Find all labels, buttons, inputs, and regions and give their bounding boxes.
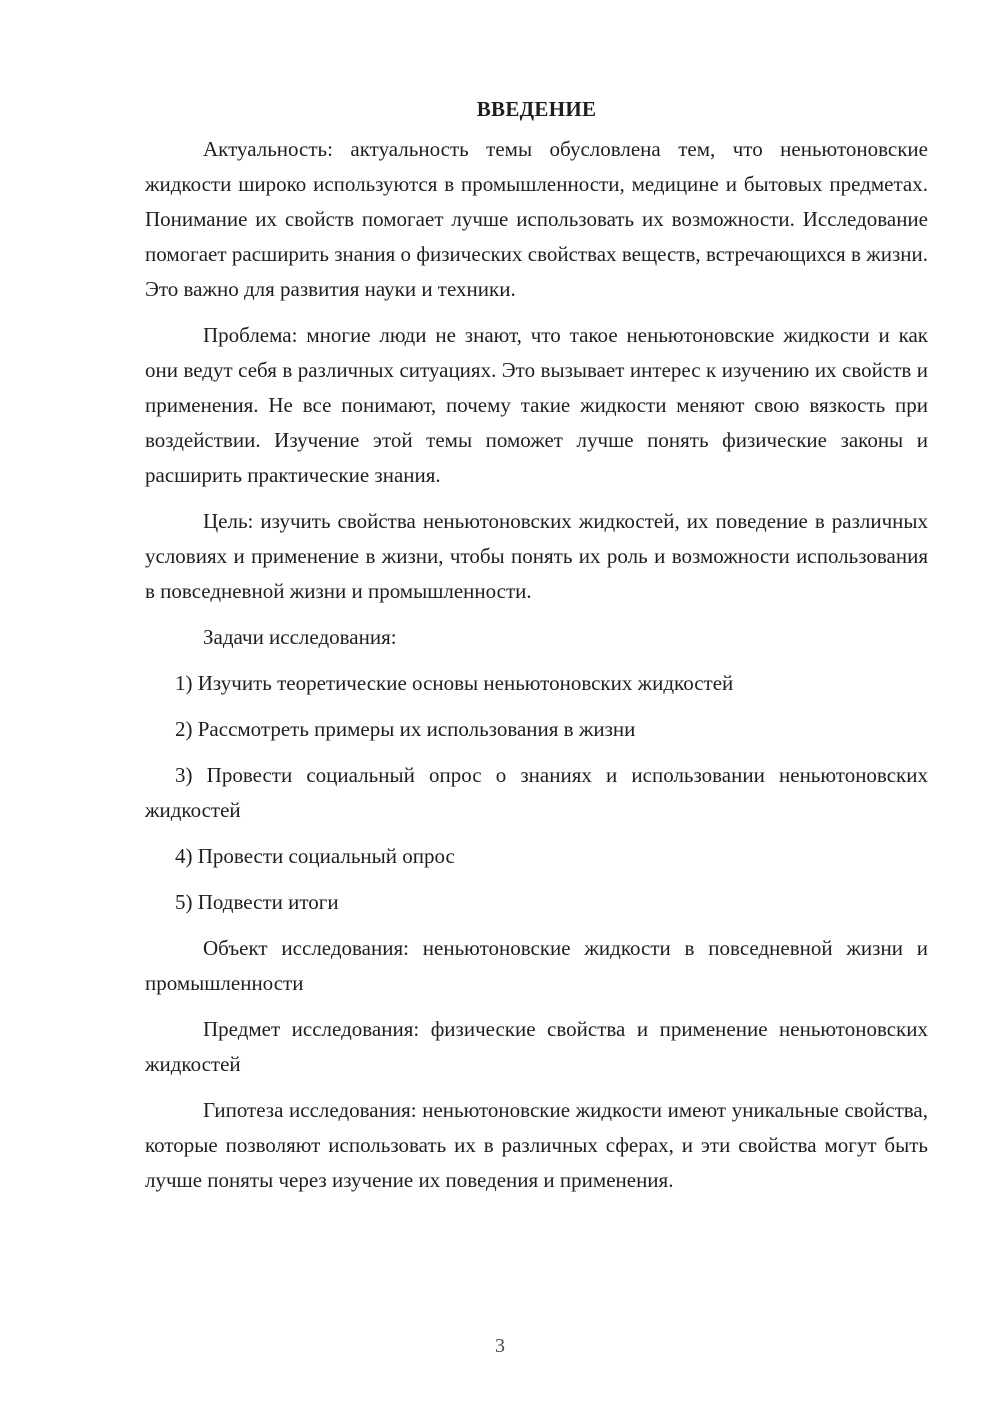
object-paragraph: Объект исследования: неньютоновские жидкости в повседневной жизни и промышленности bbox=[145, 936, 928, 995]
subject-paragraph: Предмет исследования: физические свойства и применение неньютоновских жидкостей bbox=[145, 1017, 928, 1076]
tasks-list bbox=[145, 666, 928, 920]
task-item: 1) Изучить теоретические основы неньютоновских жидкостей bbox=[175, 671, 734, 695]
task-item: 5) Подвести итоги bbox=[175, 890, 339, 914]
task-item: 4) Провести социальный опрос bbox=[175, 844, 455, 868]
task-item: 3) Провести социальный опрос о знаниях и использовании неньютоновских жидкостей bbox=[145, 763, 928, 822]
goal-paragraph: Цель: изучить свойства неньютоновских жидкостей, их поведение в различных условиях и применение в жизни, чтобы понять их роль и возможности использования в повседневной жизни и промышленности. bbox=[145, 509, 928, 603]
problem-paragraph: Проблема: многие люди не знают, что такое неньютоновские жидкости и как они ведут себя в различных ситуациях. Это вызывает интерес к изучению их свойств и применения. Не все понимают, почему такие жидкости меняют свою вязкость при воздействии. Изучение этой темы поможет лучше понять физические законы и расширить практические знания. bbox=[145, 323, 928, 487]
page-content bbox=[145, 92, 928, 1209]
tasks-heading: Задачи исследования: bbox=[203, 625, 397, 649]
page-title: ВВЕДЕНИЕ bbox=[476, 97, 597, 121]
task-item: 2) Рассмотреть примеры их использования в жизни bbox=[175, 717, 636, 741]
relevance-paragraph: Актуальность: актуальность темы обусловлена тем, что неньютоновские жидкости широко используются в промышленности, медицине и бытовых предметах. Понимание их свойств помогает лучше использовать их возможности. Исследование помогает расширить знания о физических свойствах веществ, встречающихся в жизни. Это важно для развития науки и техники. bbox=[145, 137, 928, 301]
page-number: 3 bbox=[495, 1335, 505, 1357]
hypothesis-paragraph: Гипотеза исследования: неньютоновские жидкости имеют уникальные свойства, которые позволяют использовать их в различных сферах, и эти свойства могут быть лучше поняты через изучение их поведения и применения. bbox=[145, 1098, 928, 1192]
